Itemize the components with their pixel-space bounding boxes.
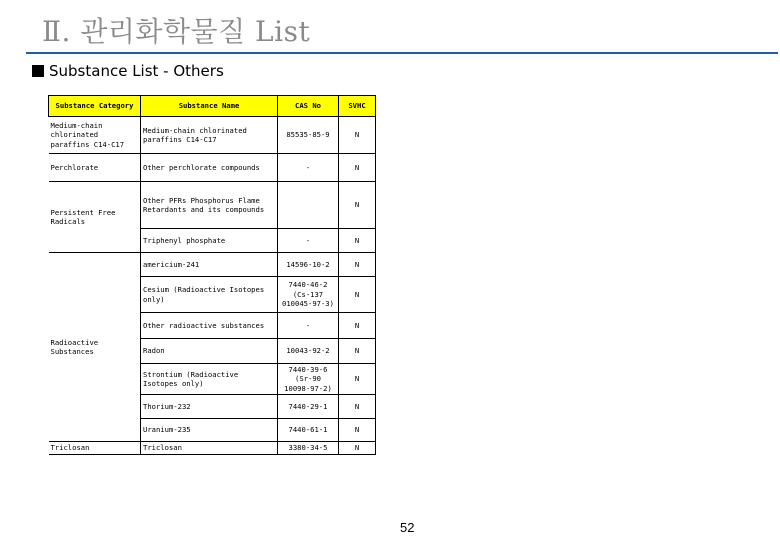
substance-name-cell: Triclosan [141, 442, 278, 455]
svhc-cell: N [339, 442, 376, 455]
cas-number-cell: 7440-46-2 (Cs-137 010045-97-3) [278, 277, 339, 313]
svhc-cell: N [339, 313, 376, 339]
cas-number-cell: 7440-29-1 [278, 395, 339, 419]
cas-number-cell [278, 182, 339, 229]
table-row [49, 182, 376, 229]
category-cell: Triclosan [49, 442, 141, 455]
svhc-cell: N [339, 229, 376, 253]
substance-table-wrapper [48, 95, 375, 455]
section-title-text: Substance List - Others [49, 62, 224, 80]
section-title [32, 62, 224, 80]
substance-name-cell: Cesium (Radioactive Isotopes only) [141, 277, 278, 313]
svhc-cell: N [339, 117, 376, 154]
category-cell: Medium-chain chlorinated paraffins C14-C17 [49, 117, 141, 154]
substance-name-cell: Thorium-232 [141, 395, 278, 419]
page-number: 52 [400, 520, 415, 535]
cas-number-cell: 10043-92-2 [278, 339, 339, 364]
column-header-cas: CAS No [278, 96, 339, 117]
column-header-svhc: SVHC [339, 96, 376, 117]
svhc-cell: N [339, 339, 376, 364]
substance-name-cell: americium-241 [141, 253, 278, 277]
svhc-cell: N [339, 253, 376, 277]
page-title: Ⅱ. 관리화학물질 List [42, 15, 311, 48]
substance-name-cell: Medium-chain chlorinated paraffins C14-C17 [141, 117, 278, 154]
cas-number-cell: 14596-10-2 [278, 253, 339, 277]
svhc-cell: N [339, 395, 376, 419]
substance-name-cell: Triphenyl phosphate [141, 229, 278, 253]
square-bullet-icon [32, 65, 44, 77]
cas-number-cell: - [278, 313, 339, 339]
svhc-cell: N [339, 419, 376, 442]
table-row [49, 442, 376, 455]
category-cell: Perchlorate [49, 154, 141, 182]
column-header-category: Substance Category [49, 96, 141, 117]
substance-name-cell: Radon [141, 339, 278, 364]
category-cell: Persistent Free Radicals [49, 182, 141, 253]
substance-name-cell: Other radioactive substances [141, 313, 278, 339]
svhc-cell: N [339, 182, 376, 229]
cas-number-cell: 3380-34-5 [278, 442, 339, 455]
column-header-name: Substance Name [141, 96, 278, 117]
svhc-cell: N [339, 277, 376, 313]
title-divider [26, 52, 778, 54]
substance-name-cell: Uranium-235 [141, 419, 278, 442]
cas-number-cell: 7440-61-1 [278, 419, 339, 442]
table-row [49, 154, 376, 182]
substance-name-cell: Other perchlorate compounds [141, 154, 278, 182]
category-cell: Radioactive Substances [49, 253, 141, 442]
table-row [49, 117, 376, 154]
svhc-cell: N [339, 364, 376, 395]
cas-number-cell: 85535-85-9 [278, 117, 339, 154]
substance-table [48, 95, 376, 455]
cas-number-cell: 7440-39-6 (Sr-90 10098-97-2) [278, 364, 339, 395]
substance-name-cell: Other PFRs Phosphorus Flame Retardants and its compounds [141, 182, 278, 229]
cas-number-cell: - [278, 154, 339, 182]
table-row [49, 253, 376, 277]
substance-name-cell: Strontium (Radioactive Isotopes only) [141, 364, 278, 395]
table-header-row [49, 96, 376, 117]
svhc-cell: N [339, 154, 376, 182]
cas-number-cell: - [278, 229, 339, 253]
